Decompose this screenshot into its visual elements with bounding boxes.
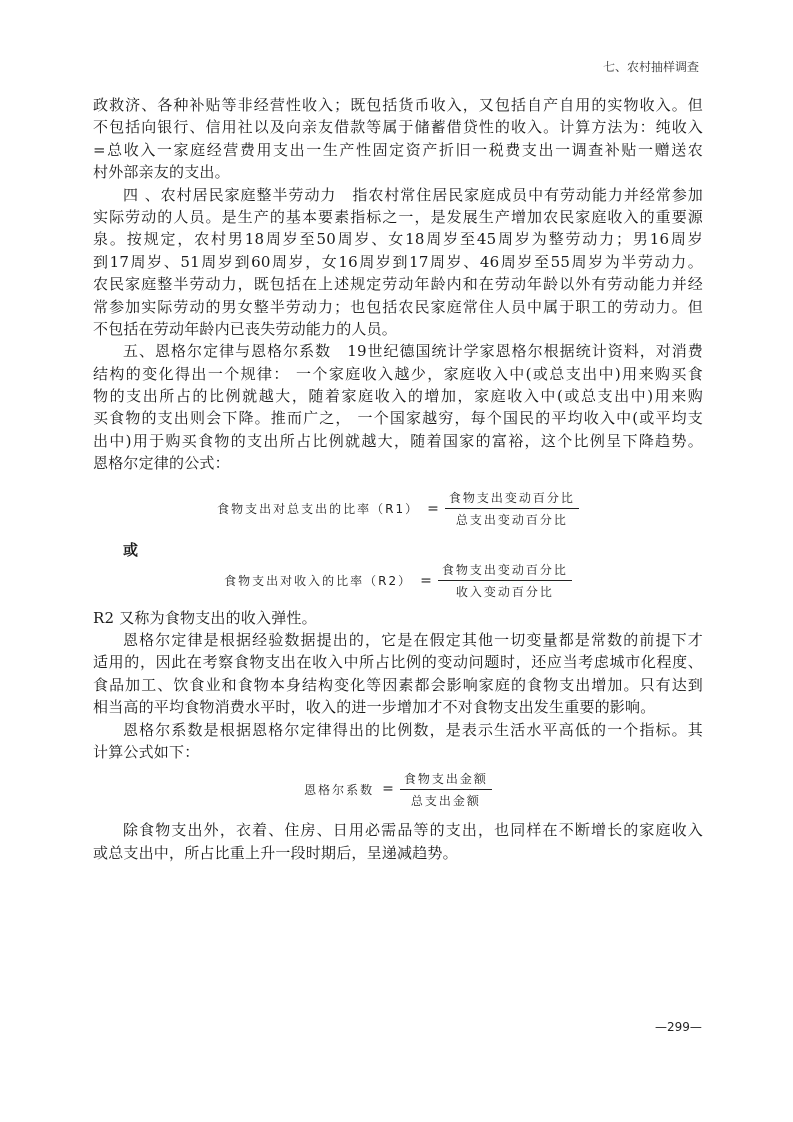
paragraph-other-expenditures: [93, 819, 703, 864]
text-line: 恩格尔定律是根据经验数据提出的，它是在假定其他一切变量都是常数的前提下才: [123, 631, 703, 650]
text-line: 买食物的支出则会下降。推而广之， 一个国家越穷，每个国民的平均收入中(或平均支: [93, 409, 703, 428]
fraction: [438, 561, 572, 600]
text-line: 农民家庭整半劳动力，既包括在上述规定劳动年龄内和在劳动年龄以外有劳动能力并经: [93, 275, 703, 294]
text-line: 食品加工、饮食业和食物本身结构变化等因素都会影响家庭的食物支出增加。只有达到: [93, 675, 703, 694]
denominator: 收入变动百分比: [455, 585, 554, 600]
equals-sign: =: [427, 500, 441, 517]
text-line: 恩格尔系数是根据恩格尔定律得出的比例数，是表示生活水平高低的一个指标。其: [123, 720, 703, 739]
text-line: 结构的变化得出一个规律： 一个家庭收入越少，家庭收入中(或总支出中)用来购买食: [93, 364, 703, 383]
formula-lhs: 食物支出对收入的比率（R2）: [224, 574, 413, 589]
text-line: 或总支出中，所占比重上升一段时期后，呈递减趋势。: [93, 843, 458, 862]
text-line: 出中)用于购买食物的支出所占比例就越大，随着国家的富裕，这个比例呈下降趋势。: [93, 431, 703, 450]
text-line: 物的支出所占的比例就越大，随着家庭收入的增加，家庭收入中(或总支出中)用来购: [93, 387, 703, 406]
paragraph-r2-note: [93, 607, 703, 629]
text-line: 到17周岁、51周岁到60周岁，女16周岁到17周岁、46周岁至55周岁为半劳动力。: [93, 252, 703, 271]
formula-lhs: 食物支出对总支出的比率（R1）: [217, 502, 420, 517]
running-header: 七、农村抽样调查: [602, 60, 699, 74]
fraction: [445, 489, 579, 528]
or-connector: 或: [123, 540, 139, 559]
paragraph-engel-coefficient: [93, 719, 703, 764]
text-line: 计算公式如下：: [93, 742, 200, 761]
text-line: 适用的，因此在考察食物支出在收入中所占比例的变动问题时，还应当考虑城市化程度、: [93, 653, 703, 672]
paragraph-net-income-continued: [93, 94, 703, 184]
text-line: 相当高的平均食物消费水平时，收入的进一步增加才不对食物支出发生重要的影响。: [93, 698, 656, 717]
text-line: 常参加实际劳动的男女整半劳动力；也包括农民家庭常住人员中属于职工的劳动力。但: [93, 297, 703, 316]
numerator: 食物支出变动百分比: [441, 563, 568, 578]
fraction: [400, 770, 492, 809]
text-line: 除食物支出外，衣着、住房、日用必需品等的支出，也同样在不断增长的家庭收入: [123, 821, 703, 840]
text-line: 政救济、各种补贴等非经营性收入；既包括货币收入，又包括自产自用的实物收入。但: [93, 96, 703, 114]
numerator: 食物支出变动百分比: [448, 491, 575, 506]
denominator: 总支出变动百分比: [455, 513, 568, 528]
formula-lhs: 恩格尔系数: [304, 782, 375, 797]
equals-sign: =: [420, 572, 434, 589]
section-heading-line: 四 、农村居民家庭整半劳动力 指农村常住居民家庭成员中有劳动能力并经常参加: [123, 185, 703, 204]
formula-r1: [93, 489, 703, 529]
text-line: 实际劳动的人员。是生产的基本要素指标之一，是发展生产增加农民家庭收入的重要源: [93, 207, 703, 226]
formula-r2: [93, 561, 703, 601]
paragraph-labor-force: [93, 184, 703, 341]
page-body: [93, 94, 703, 864]
text-line: 村外部亲友的支出。: [93, 163, 230, 182]
paragraph-engel-assumptions: [93, 629, 703, 719]
formula-engel-coefficient: [93, 767, 703, 811]
text-line: 不包括在劳动年龄内已丧失劳动能力的人员。: [93, 319, 398, 338]
numerator: 食物支出金额: [403, 771, 488, 786]
text-line: 不包括向银行、信用社以及向亲友借款等属于储蓄借贷性的收入。计算方法为：纯收入: [93, 118, 703, 137]
text-line: 恩格尔定律的公式：: [93, 454, 230, 473]
paragraph-engel-law: [93, 340, 703, 474]
page-number: —299—: [655, 1020, 702, 1034]
text-line: R2 又称为食物支出的收入弹性。: [93, 608, 317, 627]
equals-sign: =: [382, 781, 396, 798]
denominator: 总支出金额: [410, 793, 481, 808]
section-heading-line: 五、恩格尔定律与恩格尔系数 19世纪德国统计学家恩格尔根据统计资料，对消费: [123, 342, 703, 361]
text-line: =总收入一家庭经营费用支出一生产性固定资产折旧一税费支出一调查补贴一赠送农: [93, 140, 703, 159]
text-line: 泉。按规定，农村男18周岁至50周岁、女18周岁至45周岁为整劳动力；男16周岁: [93, 230, 703, 249]
